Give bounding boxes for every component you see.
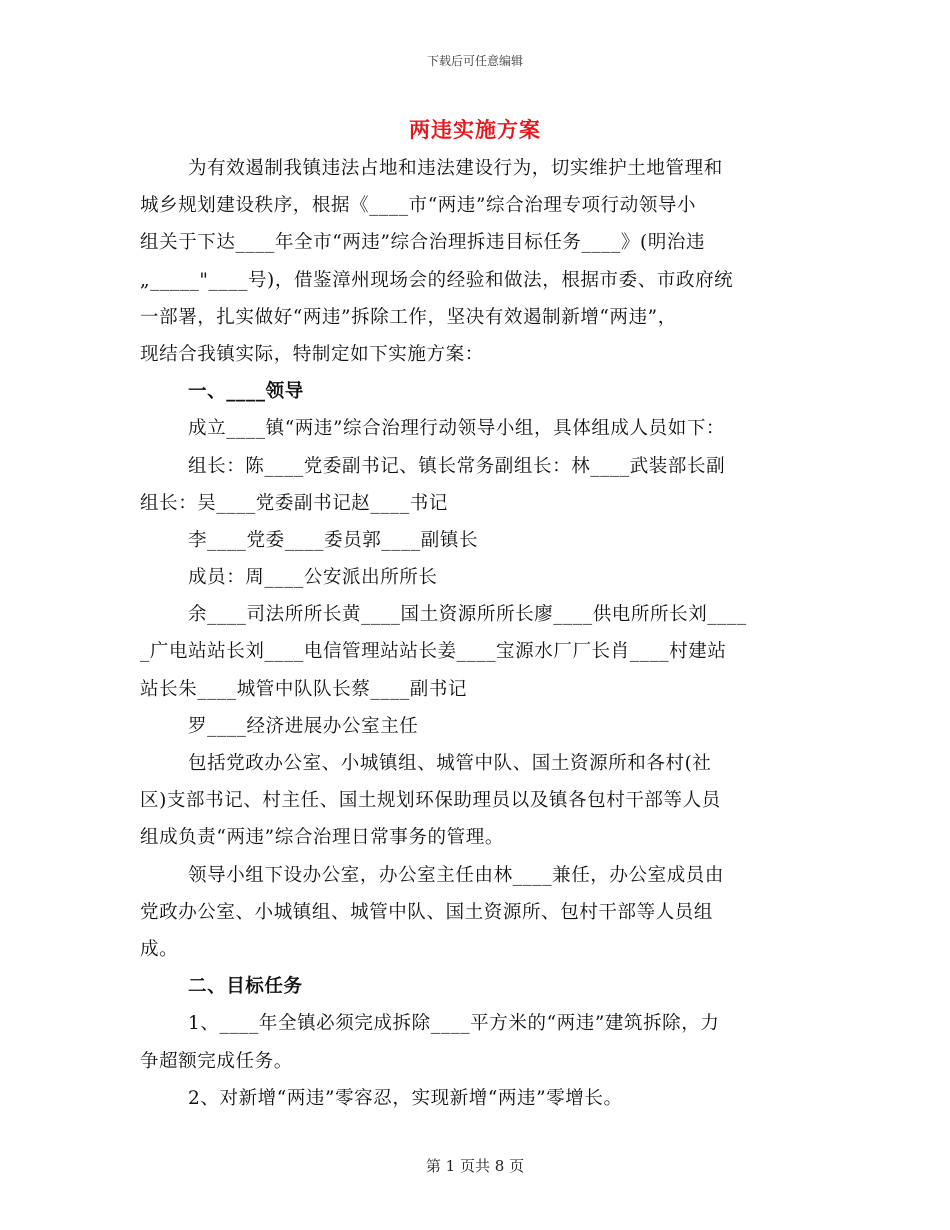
paragraph-line: 组关于下达____年全市“两违”综合治理拆违目标任务____》(明治违 xyxy=(140,232,706,254)
paragraph-line: 李____党委____委员郭____副镇长 xyxy=(188,529,479,551)
paragraph-line: 争超额完成任务。 xyxy=(140,1050,293,1072)
paragraph-line: 组长：陈____党委副书记、镇长常务副组长：林____武装部长副 xyxy=(188,455,726,477)
paragraph-line: 1、____年全镇必须完成拆除____平方米的“两违”建筑拆除，力 xyxy=(188,1013,720,1035)
paragraph-line: 党政办公室、小城镇组、城管中队、国土资源所、包村干部等人员组 xyxy=(140,901,714,923)
paragraph-line: 包括党政办公室、小城镇组、城管中队、国土资源所和各村(社 xyxy=(188,753,712,774)
section-heading: 二、目标任务 xyxy=(188,976,303,998)
document-body xyxy=(140,150,810,1117)
paragraph-line: 成立____镇“两违”综合治理行动领导小组，具体组成人员如下： xyxy=(188,418,726,440)
paragraph-line: _广电站站长刘____电信管理站站长姜____宝源水厂厂长肖____村建站 xyxy=(140,641,727,663)
paragraph-line: 为有效遏制我镇违法占地和违法建设行为，切实维护土地管理和 xyxy=(188,158,723,179)
document-title: 两违实施方案 xyxy=(409,117,541,142)
paragraph-line: „_____"____号)，借鉴漳州现场会的经验和做法，根据市委、市政府统 xyxy=(140,269,734,291)
paragraph-line: 组长：吴____党委副书记赵____书记 xyxy=(140,492,449,514)
header-note: 下载后可任意编辑 xyxy=(426,54,523,68)
paragraph-line: 罗____经济进展办公室主任 xyxy=(188,715,419,737)
paragraph-line: 一部署，扎实做好“两违”拆除工作，坚决有效遏制新增“两违”， xyxy=(140,306,677,328)
page-indicator: 第 1 页共 8 页 xyxy=(425,1157,525,1175)
paragraph-line: 成员：周____公安派出所所长 xyxy=(188,567,438,589)
paragraph-line: 组成负责“两违”综合治理日常事务的管理。 xyxy=(140,827,504,849)
paragraph-line: 领导小组下设办公室，办公室主任由林____兼任，办公室成员由 xyxy=(188,864,725,886)
section-heading: 一、____领导 xyxy=(188,381,304,403)
paragraph-line: 现结合我镇实际，特制定如下实施方案： xyxy=(140,343,484,365)
paragraph-line: 成。 xyxy=(140,938,179,960)
paragraph-line: 站长朱____城管中队队长蔡____副书记 xyxy=(140,678,468,700)
paragraph-line: 2、对新增“两违”零容忍，实现新增“两违”零增长。 xyxy=(188,1087,623,1109)
paragraph-line: 城乡规划建设秩序，根据《____市“两违”综合治理专项行动领导小 xyxy=(140,195,697,217)
paragraph-line: 余____司法所所长黄____国土资源所所长廖____供电所所长刘____ xyxy=(188,604,747,626)
paragraph-line: 区)支部书记、村主任、国土规划环保助理员以及镇各包村干部等人员 xyxy=(140,790,721,812)
